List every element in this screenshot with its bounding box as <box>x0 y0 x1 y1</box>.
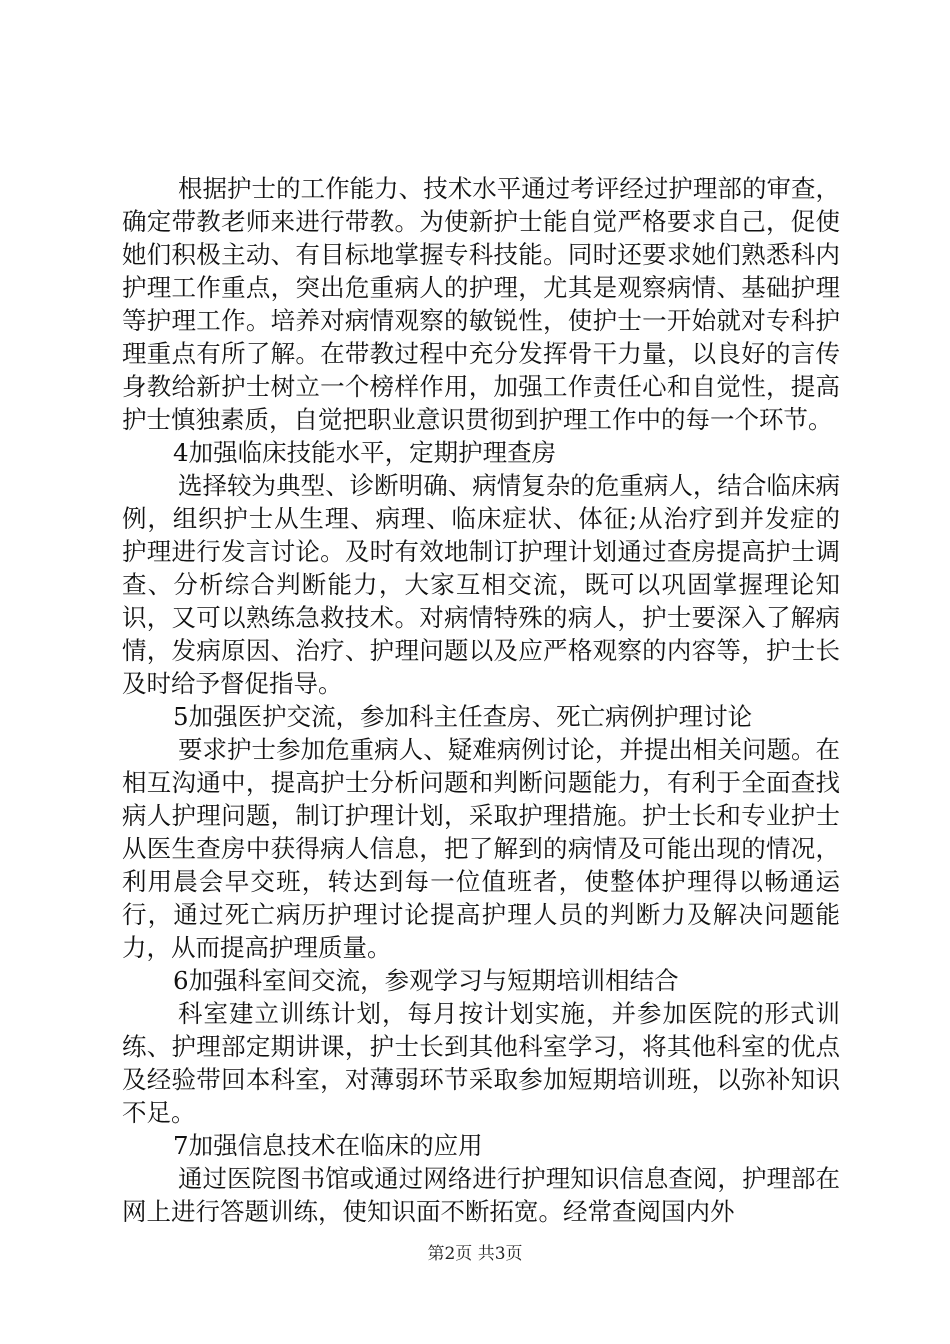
section-heading-6: 6加强科室间交流，参观学习与短期培训相结合 <box>173 966 679 995</box>
document-body <box>122 172 840 1228</box>
paragraph-ward-rounds: 选择较为典型、诊断明确、病情复杂的危重病人，结合临床病例，组织护士从生理、病理、临床症状、体征;从治疗到并发症的护理进行发言讨论。及时有效地制订护理计划通过查房提高护士调查、分析综合判断能力，大家互相交流，既可以巩固掌握理论知识，又可以熟练急救技术。对病情特殊的病人，护士要深入了解病情，发病原因、治疗、护理问题以及应严格观察的内容等，护士长及时给予督促指导。 <box>122 471 840 698</box>
paragraph-mentoring: 根据护士的工作能力、技术水平通过考评经过护理部的审查，确定带教老师来进行带教。为使新护士能自觉严格要求自己，促使她们积极主动、有目标地掌握专科技能。同时还要求她们熟悉科内护理工作重点，突出危重病人的护理，尤其是观察病情、基础护理等护理工作。培养对病情观察的敏锐性，使护士一开始就对专科护理重点有所了解。在带教过程中充分发挥骨干力量，以良好的言传身教给新护士树立一个榜样作用，加强工作责任心和自觉性，提高护士慎独素质，自觉把职业意识贯彻到护理工作中的每一个环节。 <box>122 174 840 434</box>
paragraph-information-technology: 通过医院图书馆或通过网络进行护理知识信息查阅，护理部在网上进行答题训练，使知识面不断拓宽。经常查阅国内外 <box>122 1164 840 1226</box>
paragraph-training: 科室建立训练计划，每月按计划实施，并参加医院的形式训练、护理部定期讲课，护士长到其他科室学习，将其他科室的优点及经验带回本科室，对薄弱环节采取参加短期培训班，以弥补知识不足。 <box>122 999 840 1127</box>
section-heading-5: 5加强医护交流，参加科主任查房、死亡病例护理讨论 <box>173 702 753 731</box>
section-heading-4: 4加强临床技能水平，定期护理查房 <box>173 438 557 467</box>
section-heading-7: 7加强信息技术在临床的应用 <box>173 1131 483 1160</box>
page-footer: 第2页 共3页 <box>427 1244 523 1264</box>
paragraph-doctor-nurse-exchange: 要求护士参加危重病人、疑难病例讨论，并提出相关问题。在相互沟通中，提高护士分析问题和判断问题能力，有利于全面查找病人护理问题，制订护理计划，采取护理措施。护士长和专业护士从医生查房中获得病人信息，把了解到的病情及可能出现的情况，利用晨会早交班，转达到每一位值班者，使整体护理得以畅通运行，通过死亡病历护理讨论提高护理人员的判断力及解决问题能力，从而提高护理质量。 <box>122 735 840 962</box>
